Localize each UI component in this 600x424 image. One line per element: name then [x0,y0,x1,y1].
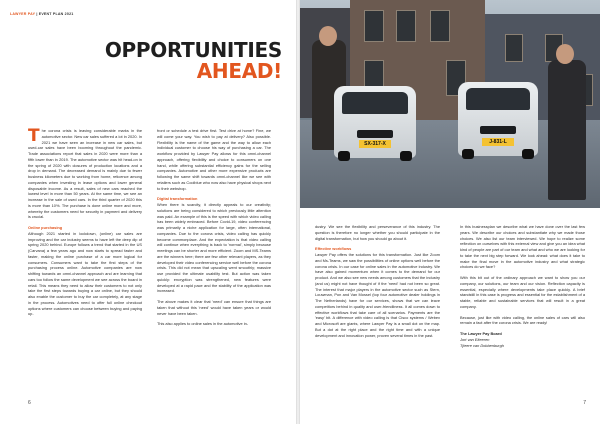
subheading-online-purchasing: Online purchasing [28,225,63,230]
intro-text: he corona crisis is leaving considerable marks in the automotive sector. New car sales suffered a lot in 2020. In 2021 we have seen an increase in new car sales, but used-car sales have been booming throughout the pandemic. Trade associations report that sales in 2020 were more than a fifth lower than in 2019. The automotive sector was hit head-on in the spring of 2020 with closures of production locations and a drop in demand. The decreased demand is mainly due to fewer business kilometers due to working from home, reticence among companies when investing in lease options and lower general disposable income. As a result, sales of new cars reached the lowest level in more than 50 years. At the same time, we see an increase in the sale of used cars. In the third quarter of 2020 this is more than 10%. The purchase is done online more and more, whereby the customers need for security in payment and delivery is crucial. [28,128,142,220]
sign-off-name-1: Jort van Elteeren [460,336,490,342]
text-column-3 [315,224,440,343]
cover-photo [300,0,600,208]
paragraph: When there is scarcity, it directly appeals to our creativity; solutions are being considered to which previously little attention was paid. An example of this is the speed with which video calling has been widely embraced. Before Covid-19, video conferencing was primarily a niche application for large, often international, companies. Due to the corona crisis, video calling has quickly become commonplace. And the expectation is that video calling will continue when everything is back to 'normal', simply because meetings can be shorter and more efficient. Zoom and MS-Teams are the winners here; there are few other relevant players, as they developed their video conferencing service well before the corona crisis. This did not mean that upscaling went smoothly; massive use provided the ultimate usability test. But action was taken quickly: encryption was strengthened, new features were developed at a rapid pace and the stability of the application was increased. [157,202,271,294]
paragraph: In this businessplan we describe what we have done over the last few years. We describe our choices and substantiate why we made those choices. We also list our team interviewed. We hope to realize some reflection on ourselves with this external view and give you an idea what kind of people are part of our team and what and who we are looking for to take the next big step forward. We look ahead: what does it take to make the final move in the automotive industry and what strategic choices do we face? [460,224,585,270]
running-header-section: | EVENT PLAN 2021 [36,12,74,16]
page-headline [105,40,282,82]
license-plate-left: SX-317-X [359,140,392,148]
paragraph: This also applies to online sales in the automotive in- [157,321,249,327]
page-number-right: 7 [583,400,586,406]
drop-cap: T [28,126,40,146]
subheading-effective-workflows: Effective workflows [315,246,352,252]
paragraph: front or schedule a test drive first. Test drive at home? Fine, we will come your way. You wish to pay at delivery? Also possible. Flexibility is the name of the game and the way to allow each individual customer to choose his way of purchasing a car. The workflow provided by Lawyer Pay allows for this omni-channel approach, offering flexibility and choice to consumers on one hand, while offering substantial efficiency gains for the selling companies. Automotive and other more expensive products are following the same shift towards omni-channel like we see with retailers such as Coolblue who now also have physical shops next to their webshop. [157,128,271,191]
paragraph: Although 2021 started in lockdown, (online) car sales are improving and the car industry seems to have left the deep dip of spring 2020 behind. Europe follows a trend that started in the US (Carvana) a few years ago and now starts to spread faster and faster, making the online purchase of a car more logical for consumers. Consumers want to take the first steps of the purchasing process online. Automotive companies are now shifting towards an omni-channel approach and are learning that cars too follow the same development we see across the board in retail. This means they need to allow their customers to not only take the first steps towards buying a car online, but they should also enable the customer to buy the car completely, at any stage in the process. Automotives need to offer full online checkout options where customers can choose between buying and paying up- [28,230,142,317]
paragraph: dustry. We see the flexibility and perseverance of this industry. The question is therefore no longer whether you should participate in the digital transformation, but how you should go about it. [315,224,440,241]
person-right [548,60,586,200]
paragraph: With this bit out of the ordinary approach we want to show you our company, our solutions, our team and our vision. Reflection capacity is essential, especially where developments take place quickly. A brief standstill in this case is progress and essential for the establishment of a stable, reliable and sustainable services that will result in a great company. [460,275,585,309]
running-header [10,12,73,16]
headline-line-1: OPPORTUNITIES [104,38,282,62]
paragraph: The above makes it clear that 'need' can ensure that things are taken that without this 'need' would have taken years or would never have been taken. [157,299,271,316]
text-column-4 [460,224,585,353]
intro-paragraph [28,128,142,220]
left-page [0,0,296,424]
sign-off-team: The Lawyer Pay Board [460,331,502,336]
sign-off [460,331,585,348]
right-page [300,0,600,424]
subheading-digital-transformation: Digital transformation [157,196,198,202]
paragraph: Because, just like with video calling, the online sales of cars will also remain a fact after the corona crisis. We are ready! [460,314,585,326]
license-plate-right: J-831-L [482,138,514,146]
text-column-2 [157,128,271,332]
sign-off-name-2: Tjieere van Dobbenburgh [460,342,504,348]
car-right [458,82,538,156]
text-column-1 [28,128,142,322]
car-left [334,86,416,158]
headline-line-2: AHEAD! [196,59,282,83]
running-header-brand: LAWYER PAY [10,12,36,16]
paragraph: Lawyer Pay offers the solutions for this transformation. Just like Zoom and Ms-Teams, we saw the possibilities of online options well before the corona crisis. In our case for online sales in the automotive industry. We have also gained momentum when it comes to the demand for our product. And we also see new needs among customers that the industry (and us) might not have thought of if the 'need' had not been so great. The interest that major players in the automotive sector such as Stern, Louwman, Pon and Van Mossel (top four automotive dealer holdings in The Netherlands) have for our services, shows that we can leave competitors behind in quality and user-friendliness. It all comes down to effective workflows that take care of all scenarios. Payments are the 'easy' bit. A difference with video calling is that Cisco systems / Webex and Microsoft are giants, where Lawyer Pay is a small dot on the map. But a dot at the right place and the right time and with a unique development and innovation power, proven several times in the past. [315,252,440,338]
page-number-left: 6 [28,400,31,406]
